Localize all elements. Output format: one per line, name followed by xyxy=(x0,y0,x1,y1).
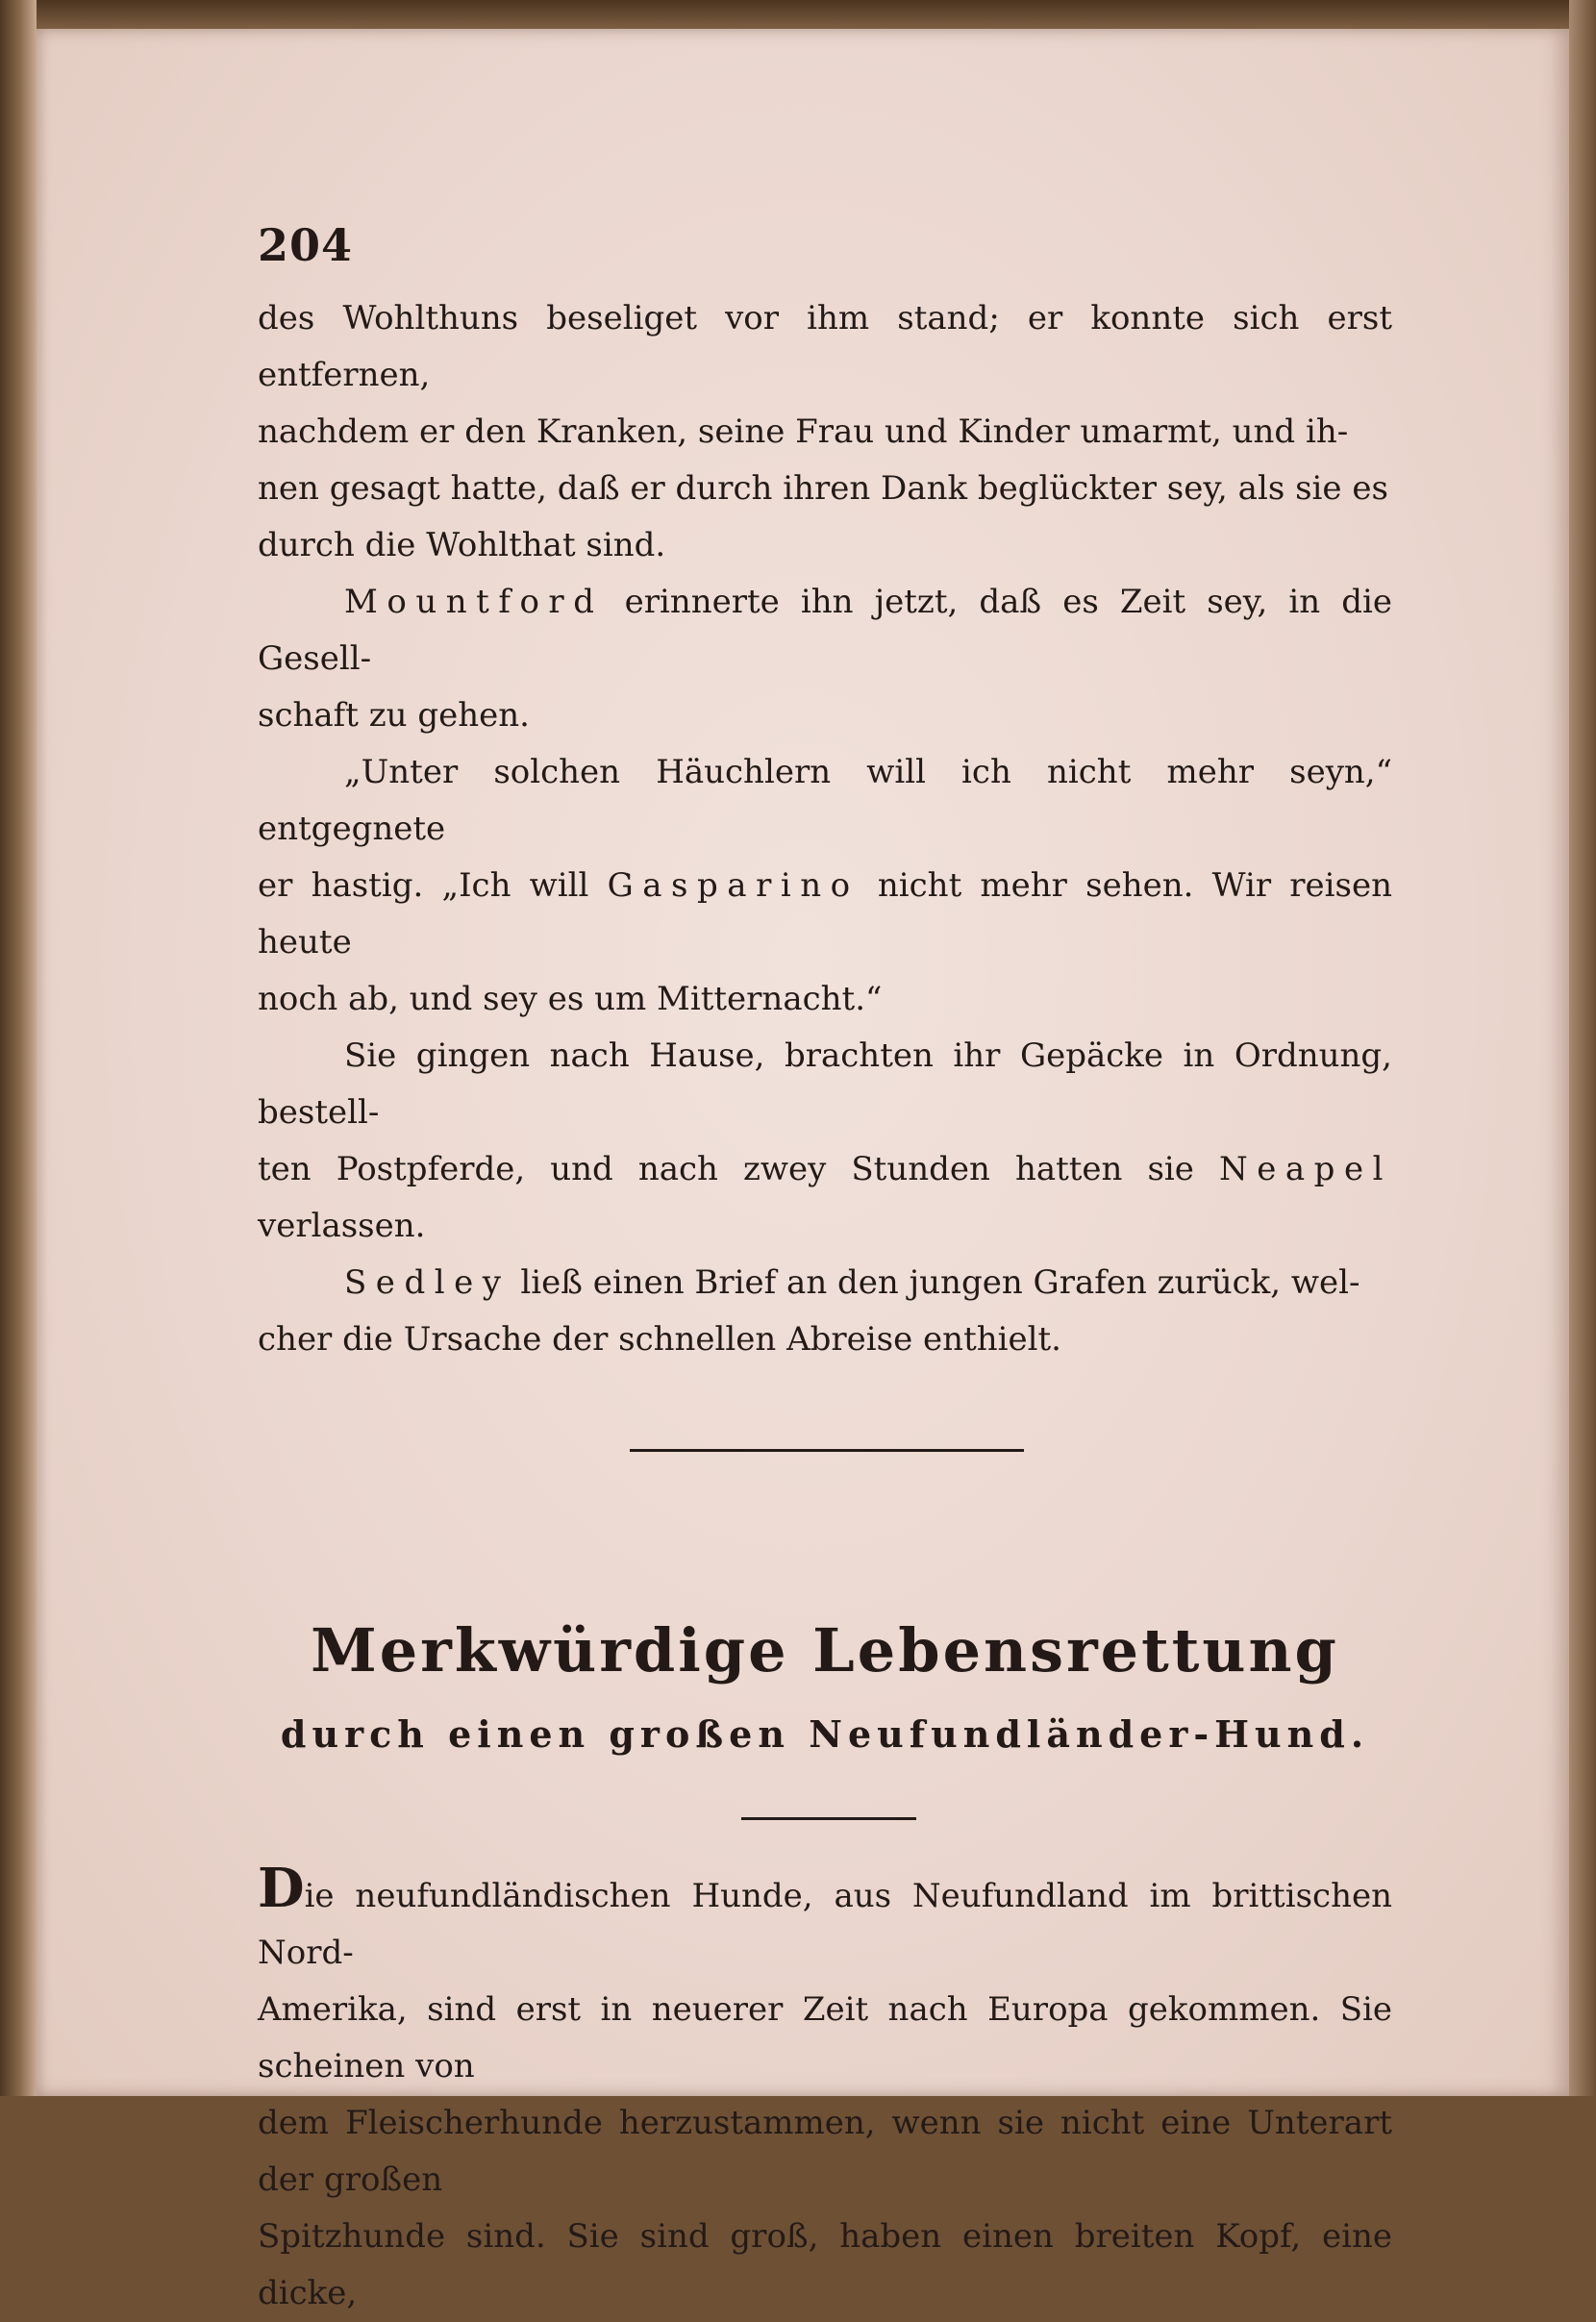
text-line: Sie gingen nach Hause, brachten ihr Gepäcke in Ordnung, bestell- xyxy=(258,1036,1392,1132)
section-divider xyxy=(630,1449,1024,1452)
paragraph-sedley xyxy=(258,1255,1392,1368)
article-body xyxy=(258,1857,1392,2322)
name-mountford: Mountford xyxy=(344,583,604,621)
paragraph-mountford xyxy=(258,574,1392,744)
text-line: nen gesagt hatte, daß er durch ihren Dank beglückter sey, als sie es xyxy=(258,469,1388,508)
text-run: ie neufundländischen Hunde, aus Neufundland im brittischen Nord- xyxy=(258,1877,1392,1972)
text-line: durch die Wohlthat sind. xyxy=(258,526,666,564)
text-line xyxy=(258,574,1392,687)
book-right-edge xyxy=(1569,0,1596,2096)
text-line xyxy=(258,1141,1392,1255)
page-number: 204 xyxy=(258,219,354,271)
text-line: noch ab, und sey es um Mitternacht.“ xyxy=(258,980,883,1018)
text-line: schaft zu gehen. xyxy=(258,696,530,735)
paragraph-departure xyxy=(258,1028,1392,1255)
text-run: verlassen. xyxy=(258,1207,426,1245)
paragraph-quote xyxy=(258,744,1392,1028)
text-line: „Unter solchen Häuchlern will ich nicht mehr seyn,“ entgegnete xyxy=(258,753,1392,848)
text-run: nicht mehr sehen. Wir reisen heute xyxy=(258,866,1392,961)
text-line: nachdem er den Kranken, seine Frau und Kinder umarmt, und ih- xyxy=(258,412,1349,451)
text-line: dem Fleischerhunde herzustammen, wenn sie nicht eine Unterart der großen xyxy=(258,2104,1392,2199)
text-line: des Wohlthuns beseliget vor ihm stand; er konnte sich erst entfernen, xyxy=(258,299,1392,394)
title-divider xyxy=(741,1817,916,1820)
name-neapel: Neapel xyxy=(1218,1150,1392,1188)
book-top-edge xyxy=(0,0,1596,29)
continued-paragraph xyxy=(258,290,1392,574)
text-run: er hastig. „Ich will xyxy=(258,866,608,905)
text-run: erinnerte ihn jetzt, daß es Zeit sey, in die Gesell- xyxy=(258,583,1392,678)
name-sedley: Sedley xyxy=(344,1263,511,1302)
page-content xyxy=(258,219,1392,2322)
text-run: ten Postpferde, und nach zwey Stunden hatten sie xyxy=(258,1150,1219,1188)
drop-cap: D xyxy=(258,1857,305,1920)
text-line: cher die Ursache der schnellen Abreise enthielt. xyxy=(258,1320,1061,1359)
text-run: ließ einen Brief an den jungen Grafen zurück, wel- xyxy=(510,1263,1360,1302)
text-line xyxy=(258,1255,1392,1311)
text-line xyxy=(258,858,1392,971)
text-line: Amerika, sind erst in neuerer Zeit nach Europa gekommen. Sie scheinen von xyxy=(258,1990,1392,2085)
article-title: Merkwürdige Lebensrettung xyxy=(311,1615,1339,1685)
book-spine-edge xyxy=(0,0,37,2096)
name-gasparino: Gasparino xyxy=(607,866,860,905)
text-line xyxy=(258,1857,1392,1982)
text-line: Spitzhunde sind. Sie sind groß, haben einen breiten Kopf, eine dicke, xyxy=(258,2217,1392,2312)
article-subtitle: durch einen großen Neufundländer-Hund. xyxy=(280,1712,1370,1756)
